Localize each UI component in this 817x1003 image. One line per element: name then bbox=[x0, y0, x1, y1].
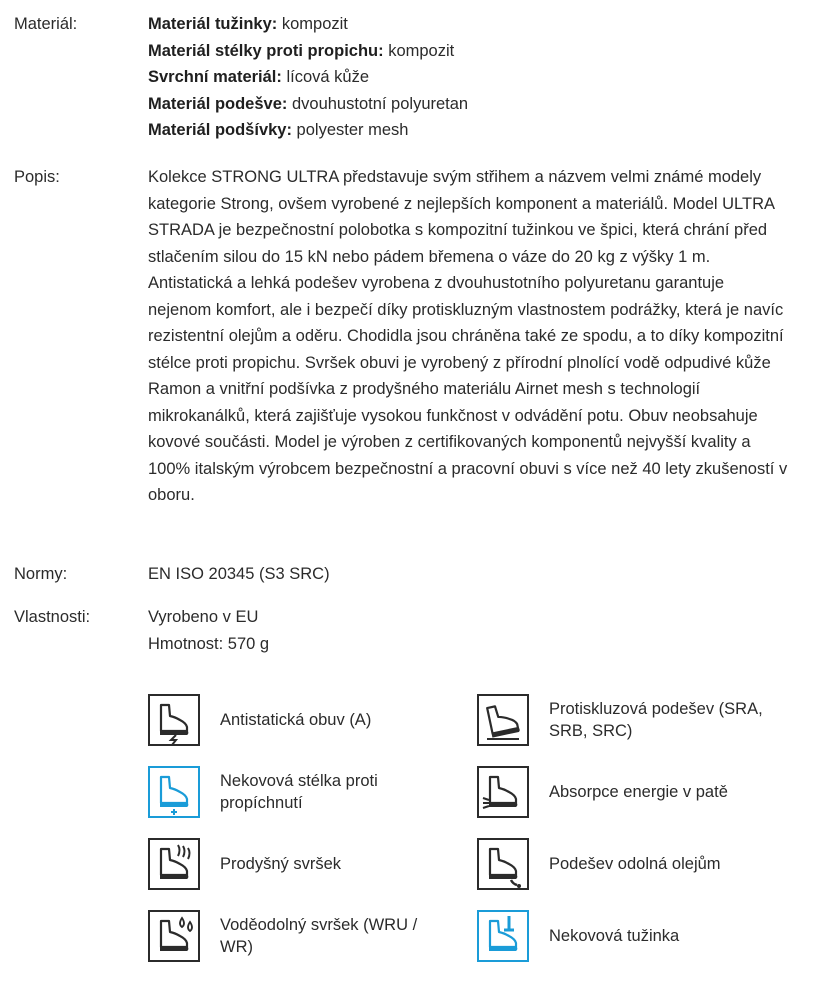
normy-value: EN ISO 20345 (S3 SRC) bbox=[148, 565, 330, 583]
feature-item bbox=[148, 694, 468, 750]
material-key: Svrchní materiál: bbox=[148, 68, 282, 86]
vlastnosti-label: Vlastnosti: bbox=[14, 608, 91, 626]
material-values bbox=[148, 11, 788, 144]
oil-resistant-icon bbox=[477, 838, 529, 890]
feature-label: Podešev odolná olejům bbox=[549, 855, 721, 873]
feature-label: Prodyšný svršek bbox=[220, 855, 342, 873]
material-item bbox=[148, 64, 788, 91]
non-metal-insole-icon bbox=[148, 766, 200, 818]
feature-label: Voděodolný svršek (WRU / WR) bbox=[220, 916, 418, 956]
feature-label: Nekovová tužinka bbox=[549, 927, 680, 945]
vlastnosti-values bbox=[148, 604, 788, 657]
feature-label: Nekovová stélka proti propíchnutí bbox=[220, 772, 378, 812]
material-key: Materiál tužinky: bbox=[148, 15, 278, 33]
feature-label: Absorpce energie v patě bbox=[549, 783, 728, 801]
feature-item bbox=[148, 766, 468, 822]
material-item bbox=[148, 38, 788, 65]
water-resistant-icon bbox=[148, 910, 200, 962]
feature-item bbox=[477, 766, 797, 822]
material-key: Materiál stélky proti propichu: bbox=[148, 41, 384, 60]
feature-item bbox=[477, 838, 797, 894]
feature-item bbox=[148, 838, 468, 894]
feature-item bbox=[477, 910, 797, 966]
material-key: Materiál podešve: bbox=[148, 94, 288, 113]
material-item bbox=[148, 91, 788, 118]
vlastnosti-line: Vyrobeno v EU bbox=[148, 608, 259, 626]
material-value: kompozit bbox=[383, 41, 455, 60]
anti-slip-icon bbox=[477, 694, 529, 746]
popis-label: Popis: bbox=[14, 168, 60, 186]
material-value: polyester mesh bbox=[291, 121, 409, 139]
non-metal-toecap-icon bbox=[477, 910, 529, 962]
feature-label: Protiskluzová podešev (SRA, SRB, SRC) bbox=[549, 700, 763, 740]
vlastnosti-line: Hmotnost: 570 g bbox=[148, 634, 270, 653]
popis-text: Kolekce STRONG ULTRA představuje svým střihem a názvem velmi známé modely kategorie Strong, ovšem vyrobené z nejlepších komponent a materiálů. Model ULTRA STRADA je bezpečnostní polobotka s kompozitní tužinkou ve špici, která chrání před stlačením silou do 15 kN nebo pádem břemena o váze do 20 kg z výšky 1 m. Antistatická a lehká podešev vyrobena z dvouhustotního polyuretanu garantuje nejenom komfort, ale i bezpečí díky protiskluzným vlastnostem podrážky, která je navíc rezistentní olejům a oděru. Chodidla jsou chráněna také ze spodu, a to díky kompozitní stélce proti propichu. Svršek obuvi je vyrobený z přírodní plnolící vodě odpudivé kůže Ramon a vnitřní podšívka z prodyšného materiálu Airnet mesh s technologií mikrokanálků, která zajišťuje vysokou funkčnost v odvádění potu. Obuv neobsahuje kovové součásti. Model je výroben z certifikovaných komponentů nejvyšší kvality a 100% italským výrobcem bezpečnostní a pracovní obuvi s více než 40 lety zkušeností v oboru. bbox=[148, 168, 788, 504]
material-key: Materiál podšívky: bbox=[148, 121, 292, 139]
feature-label: Antistatická obuv (A) bbox=[220, 711, 372, 729]
material-item bbox=[148, 117, 788, 144]
feature-item bbox=[477, 694, 797, 750]
antistatic-icon bbox=[148, 694, 200, 746]
breathable-icon bbox=[148, 838, 200, 890]
feature-item bbox=[148, 910, 468, 966]
material-value: lícová kůže bbox=[281, 68, 370, 86]
material-value: dvouhustotní polyuretan bbox=[287, 94, 469, 113]
normy-label: Normy: bbox=[14, 565, 68, 583]
material-item bbox=[148, 11, 788, 38]
heel-energy-icon bbox=[477, 766, 529, 818]
material-label: Materiál: bbox=[14, 15, 78, 33]
material-value: kompozit bbox=[277, 15, 348, 33]
